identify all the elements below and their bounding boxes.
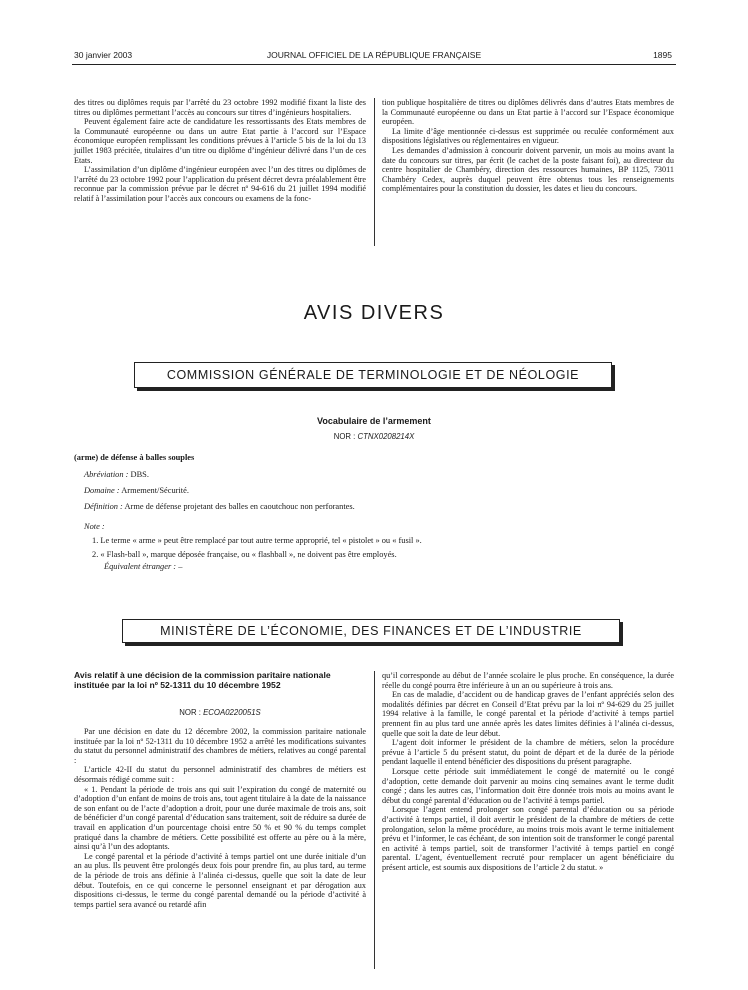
ministry-heading-box <box>122 619 620 643</box>
note-item-1: 1. Le terme « arme » peut être remplacé par tout autre terme approprié, tel « pistolet » ou « fusil ». <box>92 536 422 545</box>
paragraph: L’article 42-II du statut du personnel administratif des chambres de métiers est désormais rédigé comme suit : <box>74 765 366 784</box>
bottom-left-column <box>74 727 366 909</box>
top-left-column <box>74 98 366 204</box>
commission-heading-box <box>134 362 612 388</box>
bottom-right-column <box>382 671 674 872</box>
article-nor: NOR : ECOA0220051S <box>179 708 261 717</box>
foreign-equivalent: Équivalent étranger : – <box>104 562 183 571</box>
header-rule <box>72 64 676 65</box>
section-title-avis-divers: AVIS DIVERS <box>303 302 445 324</box>
domain: Domaine : Armement/Sécurité. <box>84 486 189 495</box>
page-number: 1895 <box>653 50 672 60</box>
paragraph: Lorsque cette période suit immédiatement le congé de maternité ou le congé d’adoption, cette demande doit parvenir au moins cinq semaines avant le terme dudit congé ; dans les autres cas, l’information doit être donnée trois mois au moins avant le début du congé parental d’éducation ou de l’activité à temps partiel. <box>382 766 674 805</box>
term-entry: (arme) de défense à balles souples <box>74 453 195 462</box>
column-divider <box>374 98 375 246</box>
vocabulary-nor: NOR : CTNX0208214X <box>333 432 415 441</box>
article-title: Avis relatif à une décision de la commission paritaire nationale instituée par la loi nº 52-1311 du 10 décembre 1952 <box>74 670 331 690</box>
paragraph: tion publique hospitalière de titres ou diplômes délivrés dans d’autres Etats membres de la Communauté européenne ou dans un Etat partie à l’accord sur l’Espace économique européen. <box>382 98 674 127</box>
paragraph: Le congé parental et la période d’activité à temps partiel ont une durée initiale d’un an au plus. Ils peuvent être prolongés deux fois pour prendre fin, au plus tard, au terme de la période de trois ans définie à l’alinéa ci-dessus, quelle que soit la date de leur début. Toutefois, en ce qui concerne le personnel enseignant et par dérogation aux dispositions ci-dessus, le terme du congé parental demandé ou la période d’activité à temps partiel sera avancé ou retardé afin <box>74 851 366 909</box>
header-date: 30 janvier 2003 <box>74 50 133 60</box>
paragraph: L’agent doit informer le président de la chambre de métiers, selon la procédure prévue à l’article 5 du présent statut, du point de départ et de la durée de la période pendant laquelle il entend bénéficier des dispositions du présent paragraphe. <box>382 738 674 767</box>
paragraph: qu’il corresponde au début de l’année scolaire le plus proche. En conséquence, la durée réelle du congé pourra être inférieure à un an ou supérieure à trois ans. <box>382 671 674 690</box>
note-item-2: 2. « Flash-ball », marque déposée française, ou « flashball », ne doivent pas être employés. <box>92 550 397 559</box>
paragraph: Peuvent également faire acte de candidature les ressortissants des Etats membres de la Communauté européenne ou dans un autre Etat partie à l’accord sur l’Espace économique européen remplissant les conditions prévues à l’article 5 bis de la loi du 13 juillet 1983 précitée, titulaires d’un titre ou diplôme d’ingénieur délivré dans l’un de ces Etats. <box>74 117 366 165</box>
definition: Définition : Arme de défense projetant des balles en caoutchouc non perforantes. <box>84 502 355 511</box>
journal-title: JOURNAL OFFICIEL DE LA RÉPUBLIQUE FRANÇAISE <box>266 50 482 60</box>
ministry-heading: MINISTÈRE DE L’ÉCONOMIE, DES FINANCES ET DE L’INDUSTRIE <box>160 624 582 638</box>
paragraph: L’assimilation d’un diplôme d’ingénieur européen avec l’un des titres ou diplômes de l’arrêté du 23 octobre 1992 pour l’application du présent décret devra préalablement être reconnue par la commission prévue par le décret nº 94-616 du 21 juillet 1994 modifié relatif à l’assimilation pour l’accès aux concours ou examens de la fonc- <box>74 165 366 203</box>
paragraph: En cas de maladie, d’accident ou de handicap graves de l’enfant appréciés selon des modalités définies par décret en Conseil d’Etat prévu par la loi nº 94-629 du 25 juillet 1994 relative à la famille, le congé parental et la période d’activité à temps partiel prennent fin au plus tard une année après les dates limites définies à l’alinéa ci-dessus, quelle que soit la date de leur début. <box>382 690 674 738</box>
paragraph: Par une décision en date du 12 décembre 2002, la commission paritaire nationale instituée par la loi nº 52-1311 du 10 décembre 1952 a arrêté les modifications suivantes du statut du personnel administratif des chambres de métiers, relatives au congé parental : <box>74 727 366 765</box>
note-label: Note : <box>84 522 105 531</box>
paragraph: Les demandes d’admission à concourir doivent parvenir, un mois au moins avant la date du concours sur titres, par écrit (le cachet de la poste faisant foi), au directeur du centre hospitalier de Chambéry, direction des ressources humaines, BP 1125, 73011 Chambéry Cedex, auprès duquel peuvent être obtenus tous les renseignements complémentaires pour la constitution du dossier, les dates et lieu du concours. <box>382 145 674 194</box>
vocabulary-title: Vocabulaire de l’armement <box>317 416 431 426</box>
paragraph: des titres ou diplômes requis par l’arrêté du 23 octobre 1992 modifié fixant la liste des titres ou diplômes permettant l’accès au concours sur titres d’ingénieurs hospitaliers. <box>74 98 366 117</box>
paragraph: Lorsque l’agent entend prolonger son congé parental d’éducation ou sa période d’activité à temps partiel, il doit avertir le président de la chambre de métiers de cette prolongation, selon la même procédure, au moins trois mois avant le terme initialement prévu et l’informer, le cas échéant, de son intention soit de transformer le congé parental en activité à temps partiel, soit de transformer l’activité à temps partiel en congé parental. L’agent, éventuellement recruté pour remplacer un agent bénéficiaire du présent article, est soumis aux dispositions de l’article 2 du statut. » <box>382 805 674 872</box>
top-right-column <box>382 98 674 194</box>
abbreviation: Abréviation : DBS. <box>84 470 149 479</box>
paragraph: « 1. Pendant la période de trois ans qui suit l’expiration du congé de maternité ou d’adoption d’un enfant de moins de trois ans, tout agent titulaire à la date de la naissance de son enfant ou de l’acte d’adoption a droit, pour une durée maximale de trois ans, soit de bénéficier d’un congé parental d’éducation sans traitement, soit de réduire sa durée de travail en application d’un pourcentage choisi entre 50 % et 90 % du temps complet pratiqué dans la chambre de métiers. Cette possibilité est offerte au père ou à la mère, ainsi qu’à l’un des adoptants. <box>74 784 366 852</box>
paragraph: La limite d’âge mentionnée ci-dessus est supprimée ou reculée conformément aux dispositions législatives ou réglementaires en vigueur. <box>382 126 674 146</box>
column-divider <box>374 671 375 969</box>
commission-heading: COMMISSION GÉNÉRALE DE TERMINOLOGIE ET DE NÉOLOGIE <box>166 368 580 382</box>
